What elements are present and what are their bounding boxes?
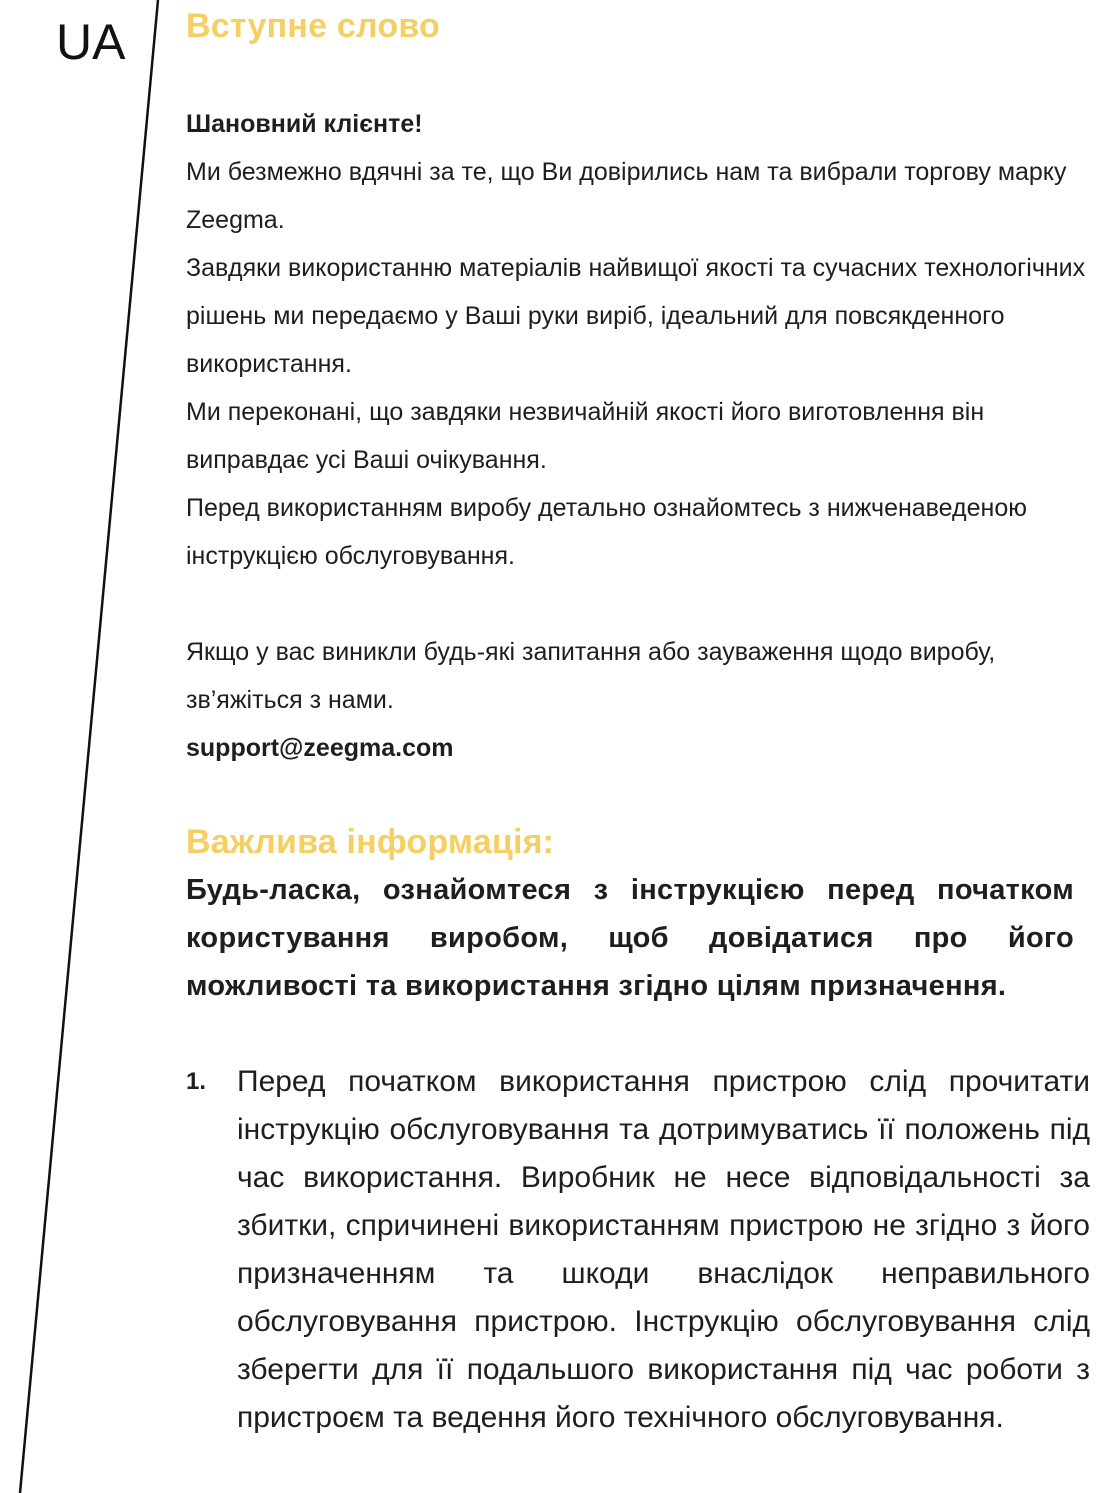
instructions-list: [186, 1058, 1090, 1442]
spacer: [186, 580, 1090, 628]
important-heading: Важлива інформація:: [186, 823, 555, 861]
important-text: Будь-ласка, ознайомтеся з інструкцією перед початком користування виробом, щоб довідатися про його можливості та використання згідно цілям призначення.: [186, 874, 1074, 1002]
intro-paragraph: Ми переконані, що завдяки незвичайній якості його виготовлення він виправдає усі Ваші очікування.: [186, 398, 985, 474]
intro-paragraph: Завдяки використанню матеріалів найвищої якості та сучасних технологічних рішень ми передаємо у Ваші руки виріб, ідеальний для повсякденного використання.: [186, 254, 1086, 378]
list-item-number: 1.: [186, 1068, 207, 1095]
contact-text: Якщо у вас виникли будь-які запитання або зауваження щодо виробу, зв’яжіться з нами.: [186, 638, 996, 714]
language-label: UA: [56, 14, 126, 70]
intro-paragraph: Ми безмежно вдячні за те, що Ви довірились нам та вибрали торгову марку Zeegma.: [186, 158, 1067, 234]
greeting: Шановний клієнте!: [186, 110, 423, 138]
intro-section: [186, 100, 1090, 772]
intro-paragraph: Перед використанням виробу детально ознайомтесь з нижченаведеною інструкцією обслуговування.: [186, 494, 1027, 570]
intro-heading: Вступне слово: [186, 7, 440, 45]
support-email: support@zeegma.com: [186, 734, 454, 762]
list-item-text: Перед початком використання пристрою слід прочитати інструкцію обслуговування та дотримуватись її положень під час використання. Виробник не несе відповідальності за збитки, спричинені використанням пристрою не згідно з його призначенням та шкоди внаслідок неправильного обслуговування пристрою. Інструкцію обслуговування слід зберегти для її подальшого використання під час роботи з пристроєм та ведення його технічного обслуговування.: [237, 1065, 1090, 1434]
list-item: [186, 1058, 1090, 1442]
